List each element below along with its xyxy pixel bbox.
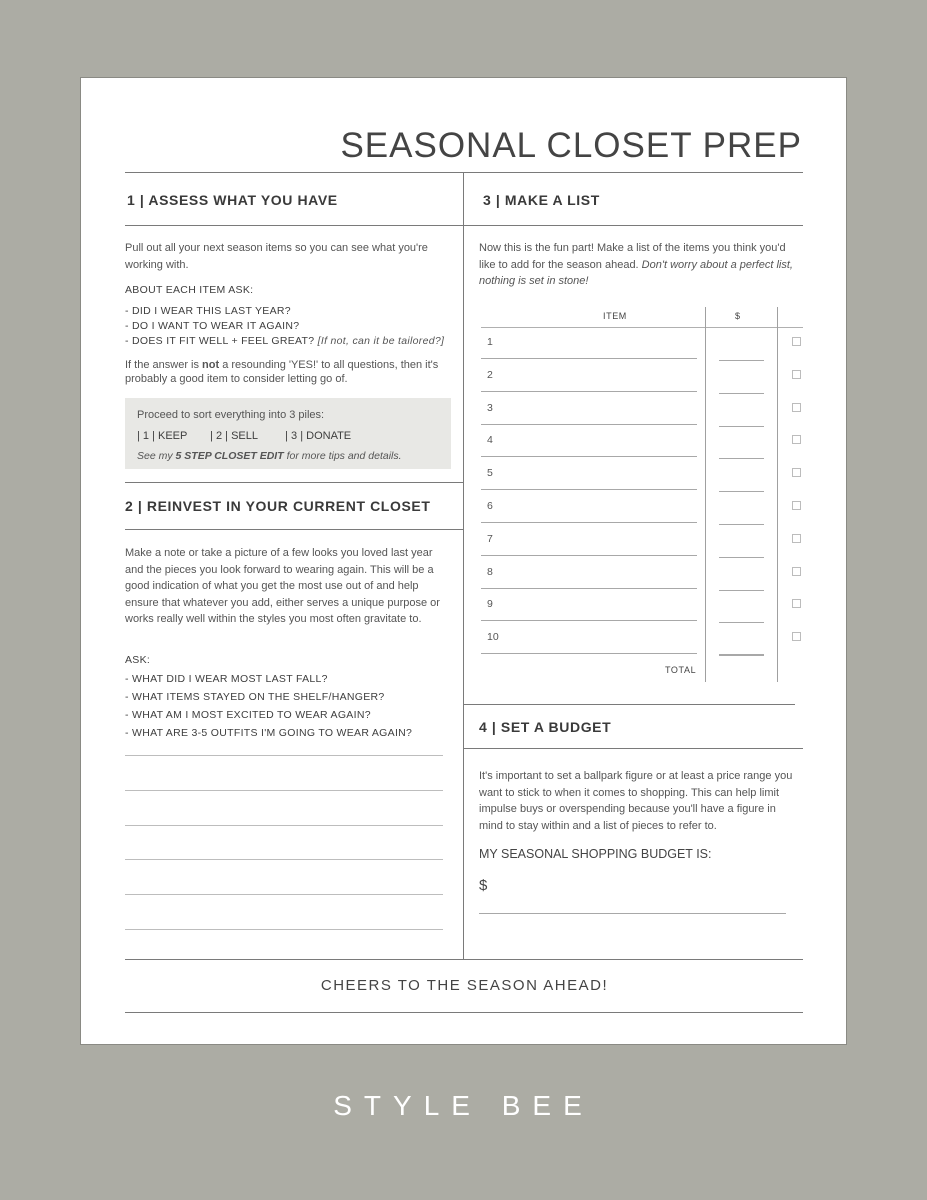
section-1-intro: Pull out all your next season items so you can see what you're working with. — [125, 242, 428, 271]
divider — [125, 172, 803, 173]
list-row-number: 9 — [487, 598, 493, 611]
price-entry-line[interactable] — [719, 426, 764, 427]
price-entry-line[interactable] — [719, 458, 764, 459]
column-header-item: ITEM — [603, 311, 627, 321]
section-2-ask-label: ASK: — [125, 654, 151, 666]
write-line[interactable] — [125, 894, 443, 895]
write-line[interactable] — [125, 790, 443, 791]
section-3-intro: Now this is the fun part! Make a list of the items you think you'd like to add for the season ahead. Don't worry about a perfect list, nothing is set in stone! — [479, 242, 793, 287]
divider — [463, 225, 803, 226]
checkbox[interactable] — [792, 337, 801, 346]
budget-write-line[interactable] — [479, 913, 786, 914]
section-2-question-list — [125, 670, 455, 742]
table-divider — [481, 327, 803, 328]
pile-list — [137, 426, 439, 447]
item-entry-line[interactable] — [481, 522, 697, 523]
list-row-number: 8 — [487, 565, 493, 578]
checkbox[interactable] — [792, 370, 801, 379]
divider — [125, 1012, 803, 1013]
price-entry-line[interactable] — [719, 590, 764, 591]
list-item: - WHAT ARE 3-5 OUTFITS I'M GOING TO WEAR AGAIN? — [125, 727, 413, 739]
divider — [463, 172, 464, 959]
total-label: TOTAL — [665, 665, 697, 675]
list-item: - DO I WANT TO WEAR IT AGAIN? — [125, 320, 300, 332]
section-1-ask-label: ABOUT EACH ITEM ASK: — [125, 284, 254, 296]
list-row-number: 3 — [487, 401, 493, 414]
price-entry-line[interactable] — [719, 393, 764, 394]
item-entry-line[interactable] — [481, 489, 697, 490]
item-entry-line[interactable] — [481, 620, 697, 621]
item-entry-line[interactable] — [481, 358, 697, 359]
checkbox[interactable] — [792, 534, 801, 543]
write-line[interactable] — [125, 755, 443, 756]
divider — [463, 704, 795, 705]
list-row-number: 1 — [487, 336, 493, 348]
divider — [125, 225, 463, 226]
list-item: - WHAT ITEMS STAYED ON THE SHELF/HANGER? — [125, 691, 385, 703]
checkbox[interactable] — [792, 403, 801, 412]
price-entry-line[interactable] — [719, 655, 764, 656]
item-entry-line[interactable] — [481, 555, 697, 556]
page-title: SEASONAL CLOSET PREP — [340, 126, 802, 165]
checkbox[interactable] — [792, 501, 801, 510]
price-entry-line[interactable] — [719, 524, 764, 525]
budget-label: MY SEASONAL SHOPPING BUDGET IS: — [479, 847, 712, 861]
item-entry-line[interactable] — [481, 391, 697, 392]
list-row-number: 2 — [487, 368, 493, 381]
checkbox[interactable] — [792, 435, 801, 444]
checkbox[interactable] — [792, 567, 801, 576]
total-entry-line[interactable] — [719, 654, 764, 655]
section-4-body: It's important to set a ballpark figure or at least a price range you want to stick to when it comes to shopping. This can help limit impulse buys or overspending because you'll have a figure in mind to stay within and a list of pieces to refer to. — [479, 770, 793, 832]
section-2-heading: 2 | REINVEST IN YOUR CURRENT CLOSET — [125, 498, 431, 514]
pile-donate: | 3 | DONATE — [285, 430, 352, 442]
list-row-number: 4 — [487, 434, 493, 447]
list-item: - DID I WEAR THIS LAST YEAR? — [125, 305, 291, 317]
price-entry-line[interactable] — [719, 491, 764, 492]
question-note: [If not, can it be tailored?] — [317, 335, 445, 347]
brand-logo: STYLE BEE — [333, 1090, 594, 1121]
list-row-number: 6 — [487, 500, 493, 512]
checkbox[interactable] — [792, 468, 801, 477]
table-divider — [777, 307, 778, 682]
list-row-number: 5 — [487, 467, 493, 480]
section-1-answer-text: If the answer is not a resounding 'YES!' to all questions, then it's probably a good item to consider letting go of. — [125, 359, 439, 385]
write-line[interactable] — [125, 859, 443, 860]
checkbox[interactable] — [792, 632, 801, 641]
pile-sell: | 2 | SELL — [210, 430, 258, 442]
worksheet-page — [80, 77, 847, 1045]
price-entry-line[interactable] — [719, 557, 764, 558]
column-header-price: $ — [735, 311, 741, 321]
divider — [463, 748, 803, 749]
list-row-number: 10 — [487, 631, 499, 644]
section-4-heading: 4 | SET A BUDGET — [479, 719, 612, 735]
closet-edit-reference: See my 5 STEP CLOSET EDIT for more tips and details. — [137, 450, 402, 462]
divider — [125, 529, 463, 530]
sort-intro: Proceed to sort everything into 3 piles: — [137, 409, 325, 421]
item-entry-line[interactable] — [481, 424, 697, 425]
price-entry-line[interactable] — [719, 360, 764, 361]
sort-piles-box — [125, 398, 451, 469]
write-line[interactable] — [125, 825, 443, 826]
list-row-number: 7 — [487, 532, 493, 545]
budget-currency: $ — [479, 877, 488, 894]
item-entry-line[interactable] — [481, 653, 697, 654]
item-entry-line[interactable] — [481, 588, 697, 589]
checkbox[interactable] — [792, 599, 801, 608]
section-2-body: Make a note or take a picture of a few looks you loved last year and the pieces you look forward to wearing again. This will be a good indication of what you get the most use out of and help ensure that whatever you add, either serves a unique purpose or works really well within the styles you most often gravitate to. — [125, 547, 440, 625]
pile-keep: | 1 | KEEP — [137, 430, 188, 442]
section-3-heading: 3 | MAKE A LIST — [483, 192, 600, 208]
item-entry-line[interactable] — [481, 456, 697, 457]
list-item: - WHAT AM I MOST EXCITED TO WEAR AGAIN? — [125, 709, 371, 721]
write-line[interactable] — [125, 929, 443, 930]
price-entry-line[interactable] — [719, 622, 764, 623]
section-1-question-list — [125, 304, 455, 349]
divider — [125, 959, 803, 960]
list-item: - DOES IT FIT WELL + FEEL GREAT? [If not, can it be tailored?] — [125, 335, 445, 347]
list-item: - WHAT DID I WEAR MOST LAST FALL? — [125, 673, 328, 685]
table-divider — [705, 307, 706, 682]
divider — [125, 482, 463, 483]
footer-message: CHEERS TO THE SEASON AHEAD! — [320, 977, 609, 994]
section-1-heading: 1 | ASSESS WHAT YOU HAVE — [127, 192, 338, 208]
